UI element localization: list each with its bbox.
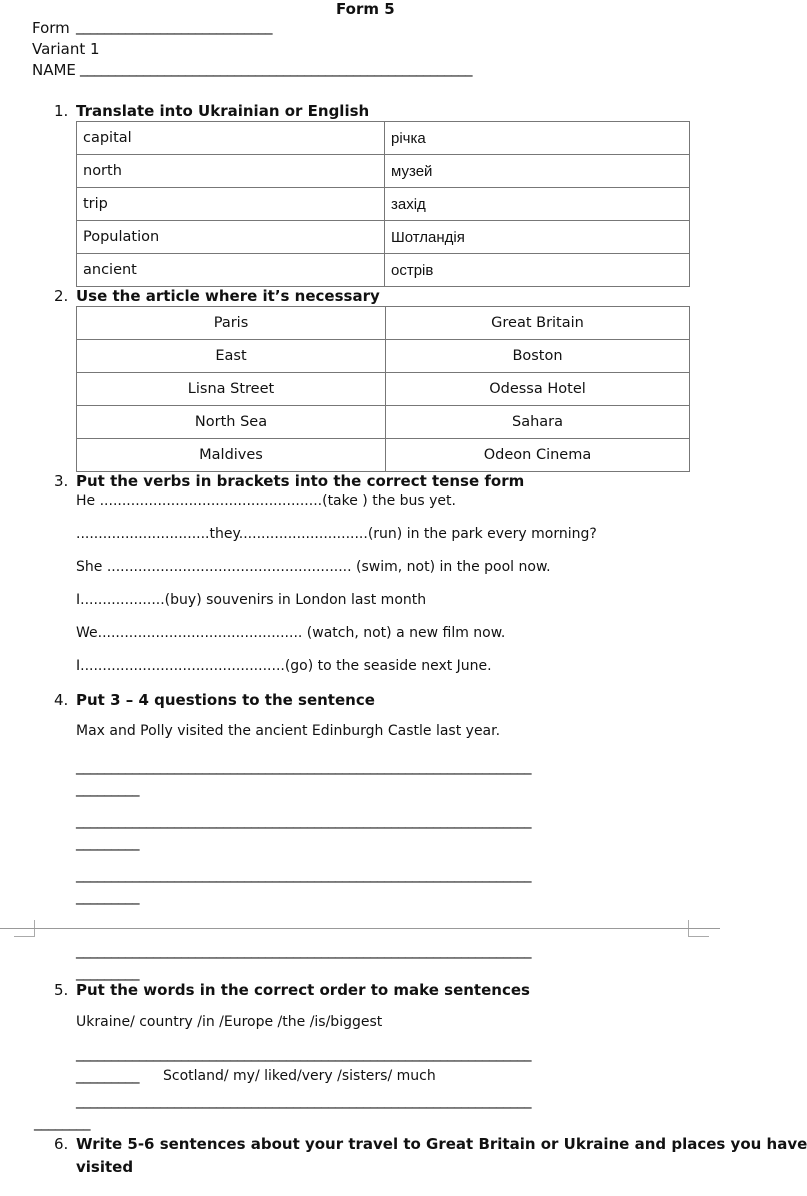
- table-cell: North Sea: [77, 406, 386, 439]
- table-cell: захід: [385, 188, 690, 221]
- answer-line[interactable]: _________________________________________________________________: [76, 811, 531, 829]
- table-cell: музей: [385, 155, 690, 188]
- table-cell: Paris: [77, 307, 386, 340]
- table-row: [77, 155, 690, 188]
- table-cell: trip: [77, 188, 385, 221]
- answer-line[interactable]: _________________________________________________________________: [76, 1044, 531, 1062]
- table-cell: Odeon Cinema: [386, 439, 690, 472]
- answer-line-tail[interactable]: _________: [76, 1066, 139, 1084]
- verb-exercise-line: I..............................................(go) to the seaside next June.: [76, 658, 492, 674]
- task5-sentence-1: Ukraine/ country /in /Europe /the /is/biggest: [76, 1014, 383, 1030]
- table-cell: річка: [385, 122, 690, 155]
- table-row: [77, 188, 690, 221]
- verb-exercise-line: She ....................................................... (swim, not) in the pool now.: [76, 559, 551, 575]
- table-cell: capital: [77, 122, 385, 155]
- answer-line[interactable]: _________________________________________________________________: [76, 865, 531, 883]
- answer-line[interactable]: _________________________________________________________________: [76, 941, 531, 959]
- task3-heading: Put the verbs in brackets into the correct tense form: [76, 472, 525, 490]
- form-label: Form: [32, 19, 70, 37]
- task4-sentence: Max and Polly visited the ancient Edinburgh Castle last year.: [76, 723, 501, 739]
- verb-exercise-line: ..............................they.............................(run) in the park every morning?: [76, 526, 597, 542]
- table-cell: Boston: [386, 340, 690, 373]
- task6-number: 6.: [54, 1135, 69, 1153]
- variant-label: Variant 1: [32, 40, 100, 58]
- answer-line-tail[interactable]: _________: [76, 963, 139, 981]
- table-cell: Great Britain: [386, 307, 690, 340]
- task2-heading: Use the article where it’s necessary: [76, 287, 380, 305]
- task4-heading: Put 3 – 4 questions to the sentence: [76, 691, 375, 709]
- verb-exercise-line: He ..................................................(take ) the bus yet.: [76, 493, 456, 509]
- table-cell: Odessa Hotel: [386, 373, 690, 406]
- table-cell: Population: [77, 221, 385, 254]
- table-cell: Maldives: [77, 439, 386, 472]
- task6-heading-cont: visited: [76, 1158, 134, 1176]
- table-cell: Шотландія: [385, 221, 690, 254]
- table-row: [77, 406, 690, 439]
- table-row: [77, 340, 690, 373]
- table-row: [77, 373, 690, 406]
- name-field[interactable]: ________________________________________________________: [80, 59, 472, 77]
- answer-line-tail[interactable]: _________: [76, 887, 139, 905]
- answer-line-tail[interactable]: _________: [76, 833, 139, 851]
- answer-line-tail[interactable]: ________: [34, 1113, 90, 1131]
- task1-heading: Translate into Ukrainian or English: [76, 102, 370, 120]
- table-cell: East: [77, 340, 386, 373]
- task1-number: 1.: [54, 102, 69, 120]
- page-break-divider: [0, 928, 720, 929]
- table-row: [77, 221, 690, 254]
- task5-number: 5.: [54, 981, 69, 999]
- page-title: Form 5: [336, 0, 395, 18]
- table-cell: north: [77, 155, 385, 188]
- table-row: [77, 122, 690, 155]
- table-cell: Sahara: [386, 406, 690, 439]
- task2-number: 2.: [54, 287, 69, 305]
- answer-line[interactable]: _________________________________________________________________: [76, 1091, 531, 1109]
- table-row: [77, 307, 690, 340]
- table-cell: ancient: [77, 254, 385, 287]
- table-cell: острів: [385, 254, 690, 287]
- task5-sentence-2: Scotland/ my/ liked/very /sisters/ much: [163, 1068, 436, 1084]
- verb-exercise-line: We.............................................. (watch, not) a new film now.: [76, 625, 506, 641]
- task5-heading: Put the words in the correct order to make sentences: [76, 981, 530, 999]
- article-table: [76, 306, 690, 472]
- answer-line[interactable]: _________________________________________________________________: [76, 757, 531, 775]
- table-row: [77, 439, 690, 472]
- answer-line-tail[interactable]: _________: [76, 779, 139, 797]
- translate-table: [76, 121, 690, 287]
- task4-number: 4.: [54, 691, 69, 709]
- verb-exercise-line: I...................(buy) souvenirs in London last month: [76, 592, 427, 608]
- task3-number: 3.: [54, 472, 69, 490]
- task6-heading: Write 5-6 sentences about your travel to Great Britain or Ukraine and places you have: [76, 1135, 807, 1153]
- form-field[interactable]: ____________________________: [76, 17, 272, 35]
- table-cell: Lisna Street: [77, 373, 386, 406]
- table-row: [77, 254, 690, 287]
- name-label: NAME: [32, 61, 76, 79]
